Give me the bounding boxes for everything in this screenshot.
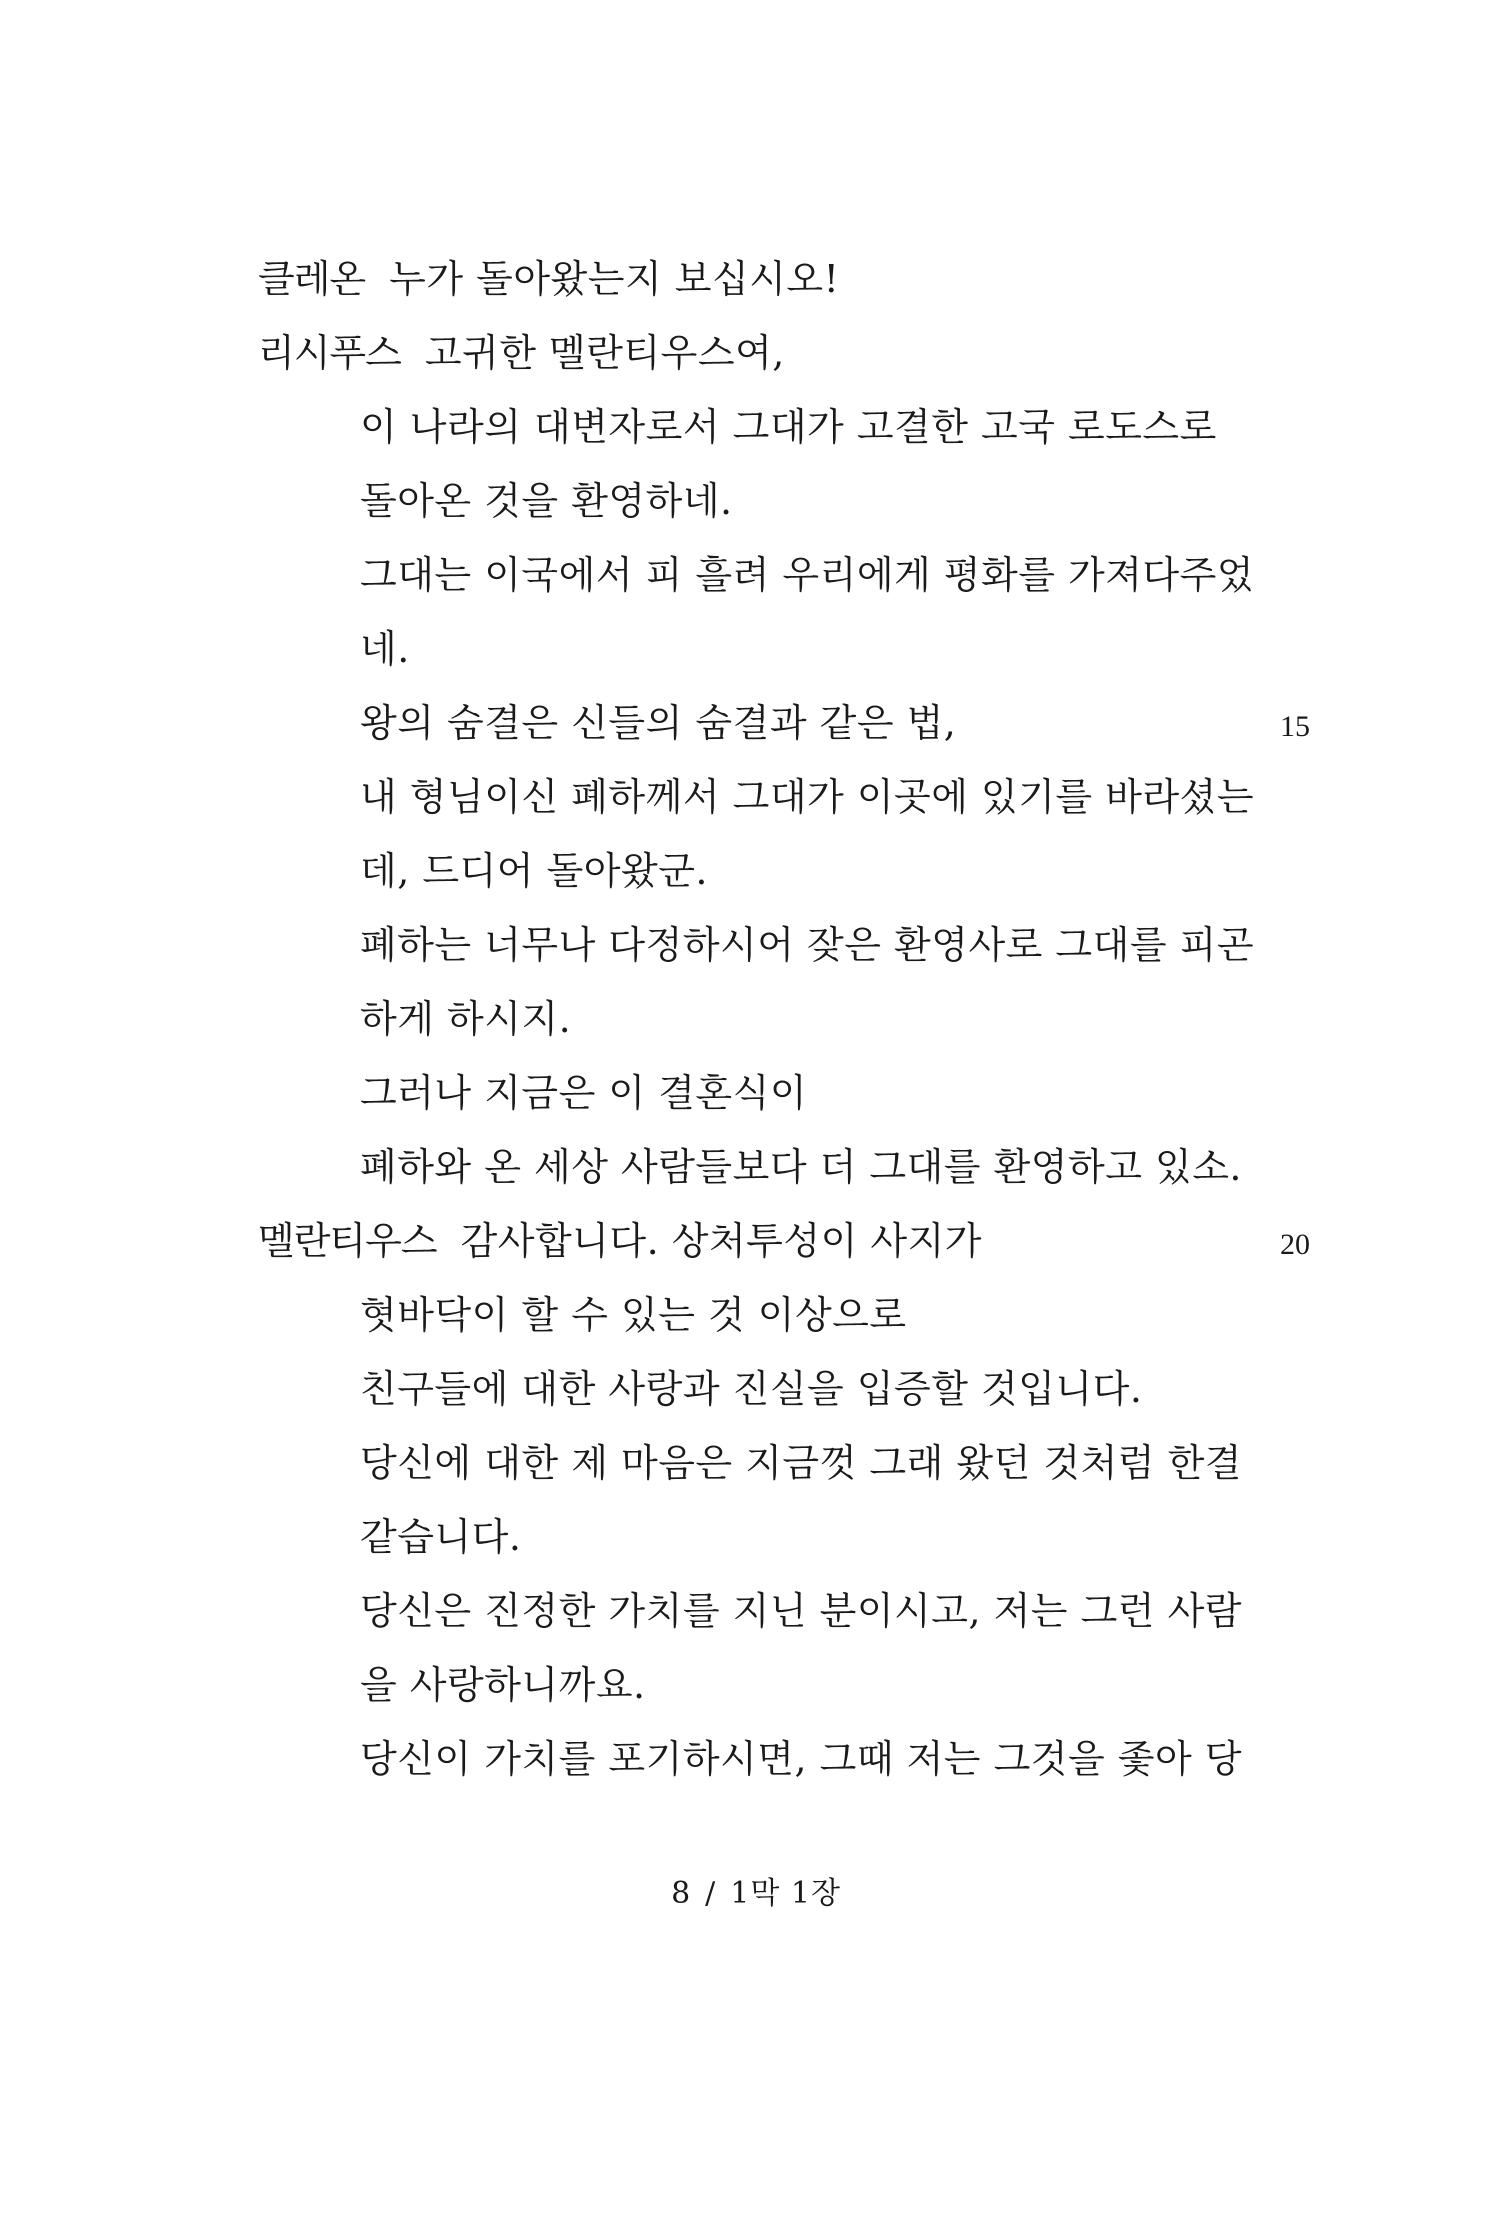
speech-text: 당신은 진정한 가치를 지닌 분이시고, 저는 그런 사람 xyxy=(360,1589,1243,1633)
speech-line xyxy=(258,242,1222,316)
footer-separator: / xyxy=(705,1876,717,1911)
page-footer xyxy=(0,1868,1512,1912)
speech-line xyxy=(360,908,1255,982)
speech-text: 폐하와 온 세상 사람들보다 더 그대를 환영하고 있소. xyxy=(360,1145,1243,1189)
speech-text: 당신이 가치를 포기하시면, 그때 저는 그것을 좇아 당 xyxy=(360,1737,1243,1781)
speech-line xyxy=(360,1278,1222,1352)
speech-text: 데, 드디어 돌아왔군. xyxy=(360,849,708,893)
page-number: 8 xyxy=(671,1876,692,1911)
speech-text: 누가 돌아왔는지 보십시오! xyxy=(389,257,840,301)
speech-text: 돌아온 것을 환영하네. xyxy=(360,479,733,523)
line-number: 15 xyxy=(1280,710,1310,743)
speech-text: 그대는 이국에서 피 흘려 우리에게 평화를 가져다주었 xyxy=(360,553,1255,597)
speech-line xyxy=(258,1204,1222,1278)
speech-line xyxy=(360,1648,1222,1722)
speech-text: 같습니다. xyxy=(360,1515,522,1559)
speech-line xyxy=(360,834,1222,908)
speech-line xyxy=(360,1130,1243,1204)
speech-line xyxy=(360,538,1255,612)
speaker-name: 리시푸스 xyxy=(258,331,401,375)
speech-line xyxy=(360,1500,1222,1574)
speaker-name: 멜란티우스 xyxy=(258,1219,437,1263)
section-label: 1막 1장 xyxy=(730,1876,841,1911)
speech-line xyxy=(360,1722,1243,1796)
speech-text: 이 나라의 대변자로서 그대가 고결한 고국 로도스로 xyxy=(360,405,1217,449)
line-number: 20 xyxy=(1280,1228,1310,1261)
speech-text: 당신에 대한 제 마음은 지금껏 그래 왔던 것처럼 한결 xyxy=(360,1441,1243,1485)
speech-line xyxy=(360,1352,1222,1426)
speech-line xyxy=(360,390,1222,464)
speech-text: 을 사랑하니까요. xyxy=(360,1663,646,1707)
speech-line xyxy=(360,612,1222,686)
speech-line xyxy=(360,1574,1243,1648)
speaker-name: 클레온 xyxy=(258,257,366,301)
speech-line xyxy=(360,1056,1222,1130)
speech-text: 감사합니다. 상처투성이 사지가 xyxy=(460,1219,982,1263)
speech-line xyxy=(360,982,1222,1056)
speech-text: 하게 하시지. xyxy=(360,997,572,1041)
speech-text: 폐하는 너무나 다정하시어 잦은 환영사로 그대를 피곤 xyxy=(360,923,1255,967)
speech-text: 그러나 지금은 이 결혼식이 xyxy=(360,1071,808,1115)
speech-text: 친구들에 대한 사랑과 진실을 입증할 것입니다. xyxy=(360,1367,1143,1411)
speech-text: 왕의 숨결은 신들의 숨결과 같은 법, xyxy=(360,701,957,745)
speech-line xyxy=(360,760,1255,834)
speech-line xyxy=(360,1426,1243,1500)
speech-text: 혓바닥이 할 수 있는 것 이상으로 xyxy=(360,1293,907,1337)
speech-line xyxy=(258,316,1222,390)
speech-text: 고귀한 멜란티우스여, xyxy=(424,331,785,375)
speech-text: 내 형님이신 폐하께서 그대가 이곳에 있기를 바라셨는 xyxy=(360,775,1255,819)
speech-line xyxy=(360,686,1222,760)
speech-line xyxy=(360,464,1222,538)
speech-text: 네. xyxy=(360,627,410,671)
